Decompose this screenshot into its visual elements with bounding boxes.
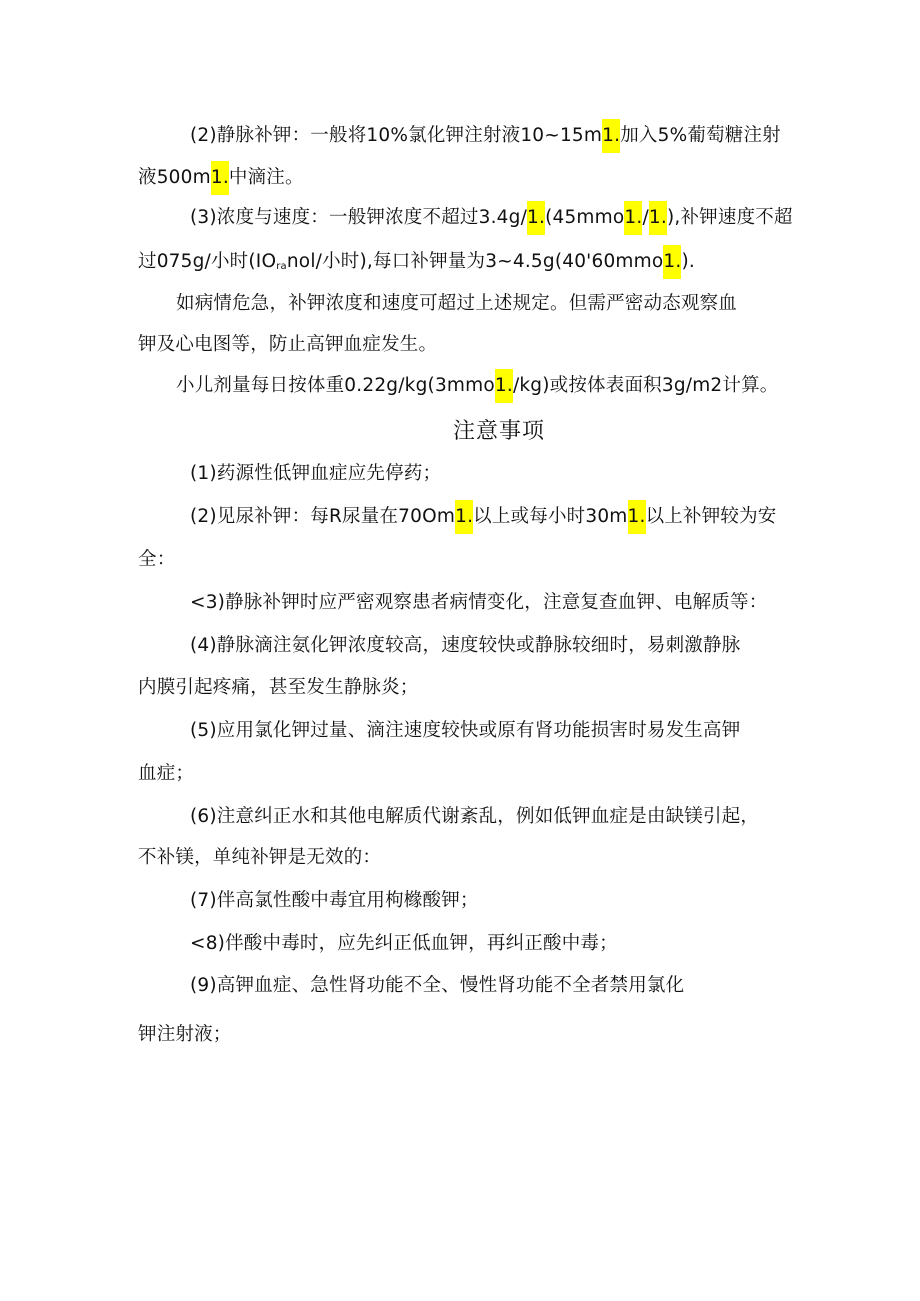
- highlight-mark: 1.: [628, 500, 646, 534]
- paragraph-emergency-line-2: [138, 325, 437, 365]
- highlight-mark: 1.: [649, 201, 667, 235]
- text-run: nol/小时),每口补钾量为3~4.5g(40'60mmo: [286, 251, 664, 272]
- note-item-1: (1)药源性低钾血症应先停药；: [190, 463, 442, 484]
- text-run: (2)静脉补钾：一般将10%氯化钾注射液10~15m: [190, 125, 603, 146]
- text-run: /: [642, 207, 649, 228]
- section-title: 注意事项: [453, 419, 546, 444]
- paragraph-iv-supplement-line-1: [190, 116, 781, 156]
- text-run: ),补钾速度不超: [666, 207, 793, 228]
- note-item-7: (7)伴高氯性酸中毒宜用枸橼酸钾；: [190, 890, 479, 911]
- note-item-9-line-2: 钾注射液；: [138, 1024, 232, 1045]
- text-run: 中滴注。: [228, 167, 304, 188]
- highlight-mark: 1.: [495, 369, 513, 403]
- highlight-mark: 1.: [455, 500, 473, 534]
- highlight-mark: 1.: [663, 245, 681, 279]
- paragraph-iv-supplement-line-2: [138, 158, 304, 198]
- note-item-6-line-1: (6)注意纠正水和其他电解质代谢紊乱，例如低钾血症是由缺镁引起，: [190, 806, 760, 827]
- text-run: /kg)或按体表面积3g∕m2计算。: [512, 375, 779, 396]
- text-run: 小儿剂量每日按体重0.22g/kg(3mmo: [176, 375, 495, 396]
- note-item-9-line-1: (9)高钾血症、急性肾功能不全、慢性肾功能不全者禁用氯化: [190, 975, 685, 996]
- note-item-3: <3)静脉补钾时应严密观察患者病情变化，注意复查血钾、电解质等：: [190, 592, 768, 613]
- text-run: 以上补钾较为安: [645, 506, 777, 527]
- note-item-5-line-1: (5)应用氯化钾过量、滴注速度较快或原有肾功能损害时易发生高钾: [190, 720, 741, 741]
- text-run: (3)浓度与速度：一般钾浓度不超过3.4g/: [190, 207, 528, 228]
- paragraph-concentration-line-2: [138, 242, 695, 287]
- note-item-8: <8)伴酸中毒时，应先纠正低血钾，再纠正酸中毒；: [190, 933, 618, 954]
- paragraph-pediatric-dose: [176, 366, 778, 406]
- text-run: (45mmo: [545, 207, 625, 228]
- text-run: 液500m: [138, 167, 211, 188]
- text-run: 加入5%葡萄糖注射: [620, 125, 781, 146]
- text-run: 以上或每小时30m: [473, 506, 628, 527]
- note-item-4-line-2: 内膜引起疼痛，甚至发生静脉炎；: [138, 677, 419, 698]
- highlight-mark: 1.: [527, 201, 545, 235]
- text-run: 过075g/小时(IO: [138, 251, 277, 272]
- note-item-2-line-2: 全：: [138, 549, 176, 570]
- highlight-mark: 1.: [211, 161, 229, 195]
- highlight-mark: 1.: [602, 119, 620, 153]
- note-item-5-line-2: 血症；: [138, 763, 195, 784]
- text-run-subscript: ra: [276, 261, 287, 272]
- text-run: ).: [681, 251, 695, 272]
- note-item-2-line-1: [190, 497, 777, 537]
- text-run: 如病情危急，补钾浓度和速度可超过上述规定。但需严密动态观察血: [176, 293, 738, 314]
- highlight-mark: 1.: [624, 201, 642, 235]
- paragraph-emergency-line-1: [176, 284, 737, 324]
- note-item-6-line-2: 不补镁，单纯补钾是无效的：: [138, 847, 382, 868]
- text-run: (2)见尿补钾：每R尿量在70Om: [190, 506, 456, 527]
- paragraph-concentration-line-1: [190, 198, 793, 238]
- text-run: 钾及心电图等，防止高钾血症发生。: [138, 334, 438, 355]
- note-item-4-line-1: (4)静脉滴注氨化钾浓度较高，速度较快或静脉较细时，易刺激静脉: [190, 635, 741, 656]
